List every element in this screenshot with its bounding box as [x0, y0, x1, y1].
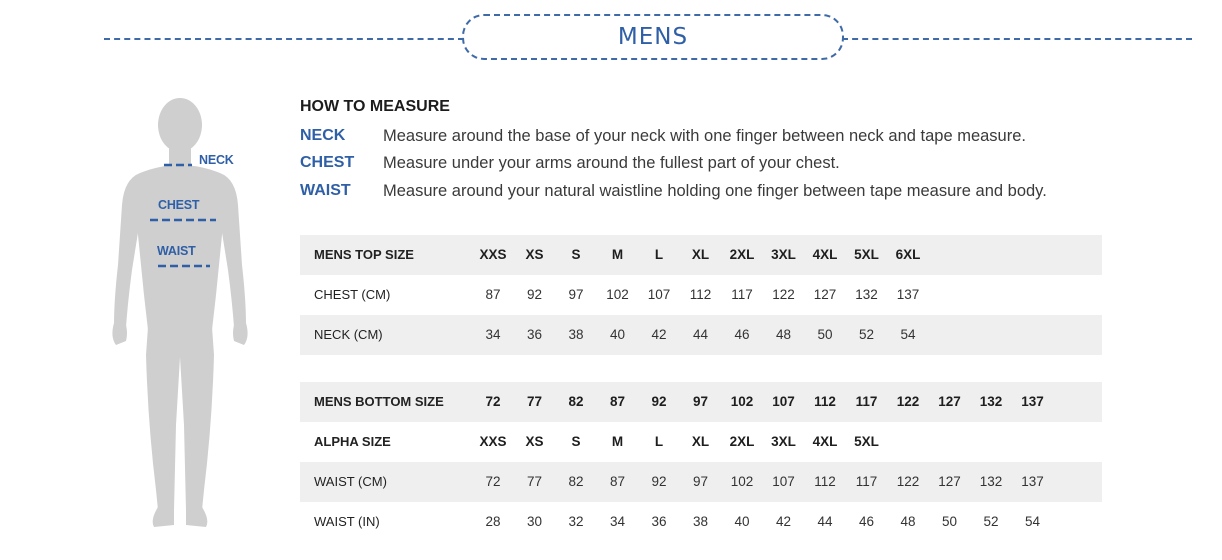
table-cell: S	[571, 247, 581, 262]
table-cell: 137	[1021, 474, 1044, 489]
table-cell: 5XL	[854, 247, 879, 262]
table-cell: 36	[526, 327, 543, 342]
how-to-measure-heading: HOW TO MEASURE	[300, 98, 450, 115]
row-label: CHEST (CM)	[314, 287, 391, 302]
table-cell: 30	[526, 514, 543, 529]
header-badge	[462, 14, 844, 60]
table-cell: 4XL	[812, 434, 838, 449]
measure-description: Measure around your natural waistline holding one finger between tape measure and body.	[383, 181, 1047, 200]
table-cell: 54	[1024, 514, 1041, 529]
table-cell: 52	[858, 327, 875, 342]
table-row	[300, 462, 1102, 502]
table-cell: 132	[979, 474, 1003, 489]
table-cell: L	[654, 247, 664, 262]
table-cell: 3XL	[771, 434, 796, 449]
measure-item	[300, 152, 840, 174]
measure-item	[300, 125, 1026, 147]
table-cell: 87	[609, 394, 626, 409]
table-cell: 107	[772, 394, 795, 409]
row-label: ALPHA SIZE	[314, 434, 391, 449]
table-row	[300, 235, 1102, 275]
table-cell: 92	[651, 394, 667, 409]
table-cell: 72	[485, 474, 501, 489]
table-cell: 77	[526, 474, 543, 489]
table-cell: 48	[900, 514, 916, 529]
table-cell: XS	[525, 247, 544, 262]
table-cell: 107	[647, 287, 671, 302]
table-cell: XL	[691, 247, 710, 262]
table-cell: 102	[730, 394, 754, 409]
table-cell: 36	[651, 514, 667, 529]
table-cell: 127	[938, 394, 961, 409]
table-cell: 72	[485, 394, 501, 409]
table-cell: 102	[730, 474, 754, 489]
measure-description: Measure under your arms around the fullest part of your chest.	[383, 153, 840, 172]
table-row	[300, 382, 1102, 422]
table-cell: 122	[772, 287, 795, 302]
table-cell: M	[611, 247, 624, 262]
header-divider-right	[842, 38, 1192, 40]
table-cell: 112	[814, 394, 836, 409]
table-cell: 77	[526, 394, 543, 409]
table-cell: 117	[731, 287, 753, 302]
table-cell: XXS	[479, 434, 507, 449]
table-cell: 112	[689, 287, 712, 302]
table-cell: 40	[609, 327, 626, 342]
silhouette-icon	[100, 95, 260, 535]
table-cell: 46	[858, 514, 875, 529]
table-row	[300, 502, 1102, 542]
table-cell: 107	[772, 474, 795, 489]
measure-term: NECK	[300, 127, 346, 144]
measure-description: Measure around the base of your neck with one finger between neck and tape measure.	[383, 126, 1026, 145]
table-cell: 46	[734, 327, 750, 342]
table-cell: 34	[609, 514, 626, 529]
row-label: MENS TOP SIZE	[314, 247, 414, 262]
table-cell: 117	[855, 394, 878, 409]
table-cell: 137	[1021, 394, 1044, 409]
table-cell: XS	[525, 434, 544, 449]
header-divider-left	[104, 38, 464, 40]
table-cell: 92	[526, 287, 543, 302]
table-cell: 44	[692, 327, 709, 342]
table-cell: 38	[568, 327, 584, 342]
row-label: WAIST (IN)	[314, 514, 380, 529]
table-cell: 6XL	[895, 247, 921, 262]
table-cell: 42	[775, 514, 792, 529]
measure-term: WAIST	[300, 182, 351, 199]
table-cell: 127	[813, 287, 837, 302]
table-cell: 127	[938, 474, 961, 489]
body-silhouette	[100, 95, 260, 535]
table-cell: 122	[896, 474, 920, 489]
table-cell: 42	[651, 327, 667, 342]
table-cell: M	[611, 434, 624, 449]
page-title: MENS	[617, 24, 689, 50]
table-cell: 54	[900, 327, 916, 342]
table-cell: 112	[814, 474, 836, 489]
table-cell: 50	[941, 514, 958, 529]
table-cell: 92	[651, 474, 667, 489]
figure-label-neck: NECK	[199, 153, 234, 167]
table-cell: 48	[775, 327, 792, 342]
table-cell: S	[571, 434, 581, 449]
row-label: NECK (CM)	[314, 327, 383, 342]
table-row	[300, 422, 1102, 462]
table-cell: 3XL	[771, 247, 796, 262]
table-cell: 28	[485, 514, 501, 529]
table-cell: 40	[734, 514, 750, 529]
table-cell: 97	[692, 394, 709, 409]
table-cell: 44	[817, 514, 833, 529]
table-cell: 87	[609, 474, 626, 489]
table-cell: 132	[855, 287, 878, 302]
table-cell: 52	[983, 514, 999, 529]
table-cell: XL	[691, 434, 710, 449]
table-cell: 82	[568, 474, 584, 489]
table-cell: 87	[485, 287, 501, 302]
figure-label-chest: CHEST	[158, 198, 200, 212]
table-row	[300, 275, 1102, 315]
table-cell: 4XL	[812, 247, 838, 262]
row-label: WAIST (CM)	[314, 474, 387, 489]
table-cell: 137	[896, 287, 920, 302]
table-cell: 82	[568, 394, 584, 409]
table-row	[300, 315, 1102, 355]
table-cell: 5XL	[854, 434, 879, 449]
table-cell: 2XL	[729, 434, 755, 449]
bottom-size-table	[300, 382, 1102, 542]
table-cell: 122	[896, 394, 920, 409]
figure-label-waist: WAIST	[157, 244, 196, 258]
table-cell: 32	[568, 514, 584, 529]
table-cell: L	[654, 434, 664, 449]
table-cell: 38	[692, 514, 709, 529]
table-cell: 117	[855, 474, 878, 489]
measure-item	[300, 180, 1047, 202]
table-cell: XXS	[479, 247, 507, 262]
top-size-table	[300, 235, 1102, 355]
table-cell: 34	[485, 327, 501, 342]
table-cell: 102	[606, 287, 629, 302]
measure-term: CHEST	[300, 154, 355, 171]
table-cell: 132	[979, 394, 1003, 409]
table-cell: 97	[568, 287, 584, 302]
row-label: MENS BOTTOM SIZE	[314, 394, 444, 409]
table-cell: 97	[692, 474, 709, 489]
table-cell: 50	[817, 327, 833, 342]
table-cell: 2XL	[729, 247, 755, 262]
